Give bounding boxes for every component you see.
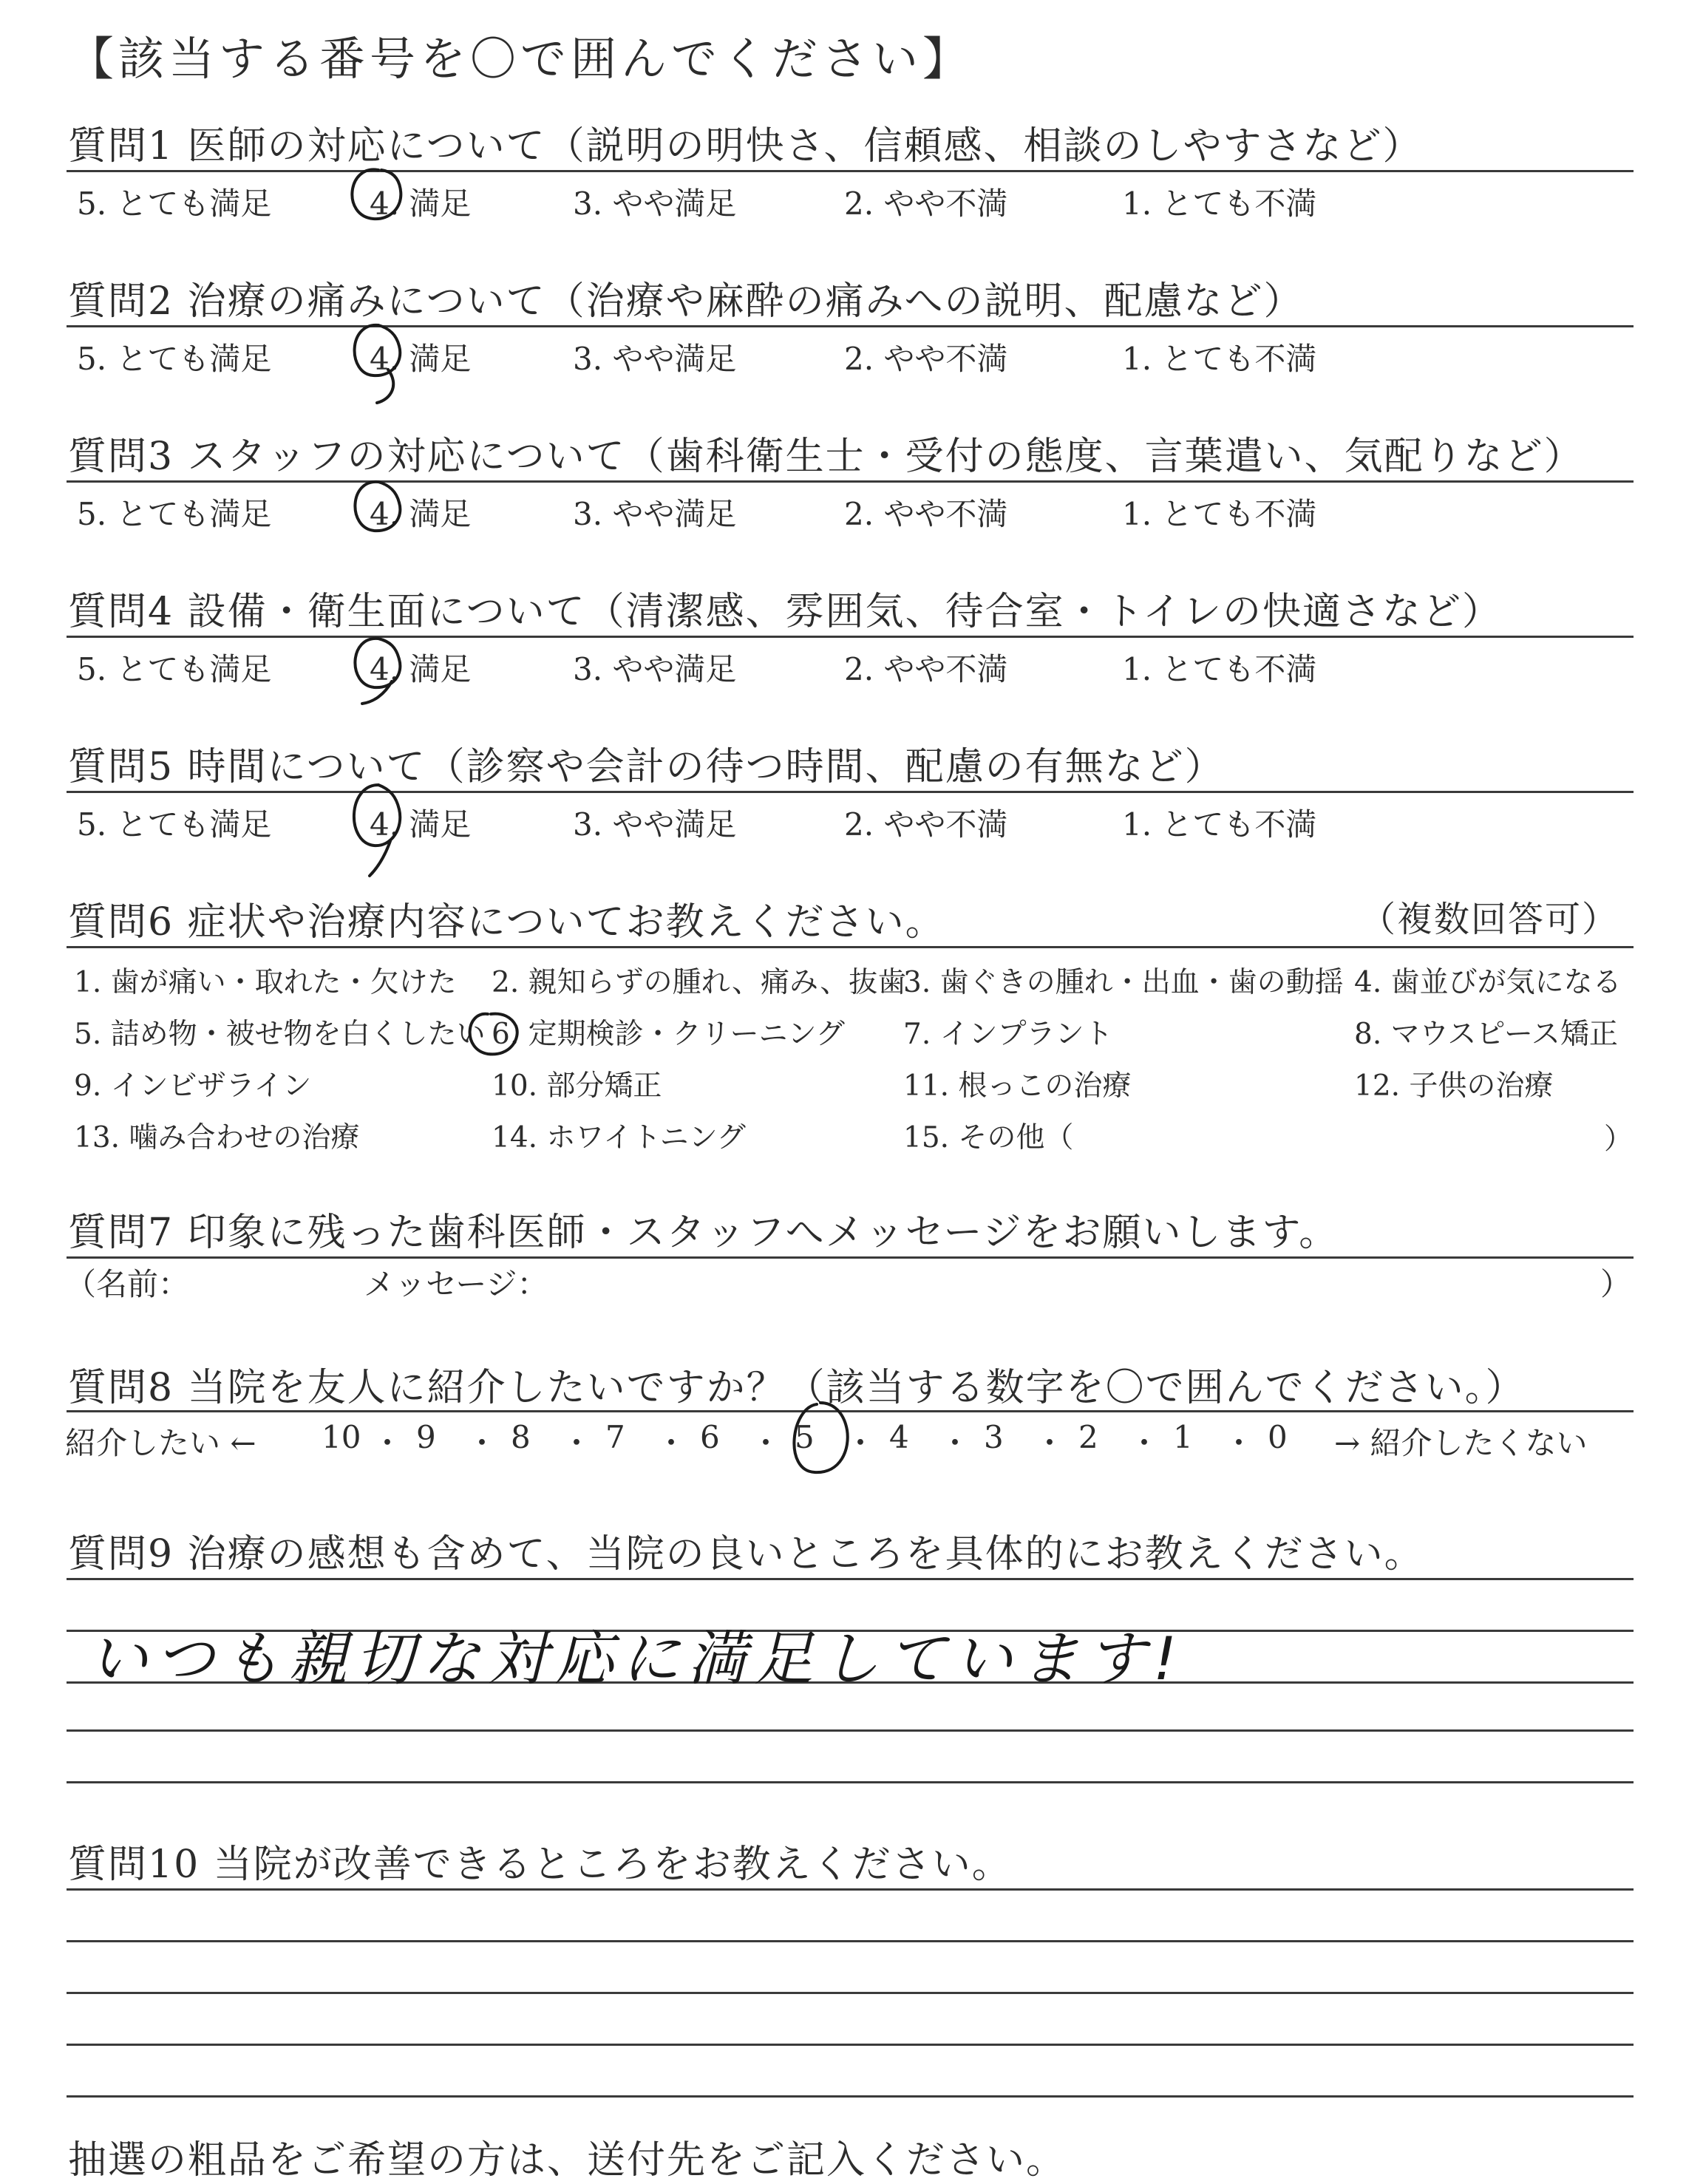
q3-option-somewhat-satisfied[interactable]: 3. やや満足 (573, 496, 737, 532)
q7-name-label: （名前： (65, 1266, 190, 1302)
q5-option-somewhat-dissatisfied[interactable]: 2. やや不満 (844, 806, 1008, 843)
q6-title: 質問6 症状や治療内容についてお教えください。 (68, 900, 945, 945)
q2-option-somewhat-dissatisfied[interactable]: 2. やや不満 (844, 341, 1008, 377)
q8-scale-value-4[interactable]: 4 (889, 1419, 909, 1455)
q3-title: 質問3 スタッフの対応について（歯科衛生士・受付の態度、言葉遣い、気配りなど） (68, 435, 1584, 479)
q6-option-5[interactable]: 5. 詰め物・被せ物を白くしたい (74, 1018, 486, 1051)
q3-option-somewhat-dissatisfied[interactable]: 2. やや不満 (844, 496, 1008, 532)
q8-scale-value-1[interactable]: 1 (1173, 1419, 1193, 1455)
q8-scale-value-8[interactable]: 8 (511, 1419, 531, 1455)
q3-option-very-satisfied[interactable]: 5. とても満足 (77, 496, 272, 532)
q2-option-satisfied[interactable]: 4. 満足 (370, 341, 472, 377)
q6-option-10[interactable]: 10. 部分矯正 (492, 1069, 662, 1103)
q4-option-somewhat-dissatisfied[interactable]: 2. やや不満 (844, 651, 1008, 687)
q8-scale-separator: ・ (656, 1425, 687, 1461)
q10-title: 質問10 当院が改善できるところをお教えください。 (68, 1843, 1012, 1887)
q4-circle-mark (355, 639, 400, 704)
q3-option-satisfied[interactable]: 4. 満足 (370, 496, 472, 532)
q8-scale-separator: ・ (1223, 1425, 1255, 1461)
q5-circle-mark (354, 785, 400, 876)
q5-option-very-dissatisfied[interactable]: 1. とても不満 (1122, 806, 1317, 843)
q5-title: 質問5 時間について（診察や会計の待つ時間、配慮の有無など） (68, 745, 1225, 789)
q2-circle-mark (355, 325, 401, 403)
q2-option-very-satisfied[interactable]: 5. とても満足 (77, 341, 272, 377)
q4-option-somewhat-satisfied[interactable]: 3. やや満足 (573, 651, 737, 687)
q6-option-13[interactable]: 13. 噛み合わせの治療 (74, 1121, 360, 1154)
q8-circle-mark (794, 1403, 847, 1472)
q8-scale-separator: ・ (561, 1425, 593, 1461)
q8-scale-value-6[interactable]: 6 (700, 1419, 720, 1455)
q4-option-satisfied[interactable]: 4. 満足 (370, 651, 472, 687)
q1-option-very-dissatisfied[interactable]: 1. とても不満 (1122, 186, 1317, 222)
q2-option-very-dissatisfied[interactable]: 1. とても不満 (1122, 341, 1317, 377)
q1-option-somewhat-dissatisfied[interactable]: 2. やや不満 (844, 186, 1008, 222)
q8-scale-separator: ・ (372, 1425, 404, 1461)
q8-scale-separator: ・ (939, 1425, 971, 1461)
q6-option-14[interactable]: 14. ホワイトニング (492, 1121, 746, 1154)
q9-handwritten-answer: いつも親切な対応に満足しています! (89, 1625, 1185, 1693)
q6-other-close: ） (1604, 1123, 1634, 1156)
q6-option-12[interactable]: 12. 子供の治療 (1354, 1069, 1554, 1103)
q8-scale-separator: ・ (750, 1425, 782, 1461)
q8-title: 質問8 当院を友人に紹介したいですか？（該当する数字を〇で囲んでください。） (68, 1366, 1526, 1410)
q6-option-9[interactable]: 9. インビザライン (74, 1069, 312, 1103)
q1-circle-mark (352, 169, 401, 219)
q6-circle-mark (470, 1014, 517, 1055)
q6-option-4[interactable]: 4. 歯並びが気になる (1354, 966, 1622, 999)
q4-option-very-satisfied[interactable]: 5. とても満足 (77, 651, 272, 687)
q8-scale-separator: ・ (845, 1425, 877, 1461)
q8-left-label: 紹介したい ← (65, 1425, 256, 1461)
q6-option-11[interactable]: 11. 根っこの治療 (903, 1069, 1132, 1103)
q5-option-somewhat-satisfied[interactable]: 3. やや満足 (573, 806, 737, 843)
q4-option-very-dissatisfied[interactable]: 1. とても不満 (1122, 651, 1317, 687)
q8-scale-value-3[interactable]: 3 (984, 1419, 1004, 1455)
q6-option-3[interactable]: 3. 歯ぐきの腫れ・出血・歯の動揺 (903, 966, 1344, 999)
q8-scale-value-0[interactable]: 0 (1268, 1419, 1288, 1455)
q1-option-somewhat-satisfied[interactable]: 3. やや満足 (573, 186, 737, 222)
q1-option-satisfied[interactable]: 4. 満足 (370, 186, 472, 222)
q5-option-satisfied[interactable]: 4. 満足 (370, 806, 472, 843)
q6-option-6[interactable]: 6. 定期検診・クリーニング (492, 1018, 845, 1051)
footer-cut-text: 抽選の粗品をご希望の方は、送付先をご記入ください。 (68, 2138, 1067, 2183)
q2-title: 質問2 治療の痛みについて（治療や麻酔の痛みへの説明、配慮など） (68, 279, 1304, 324)
instruction-header: 【該当する番号を〇で囲んでください】 (68, 32, 973, 86)
q8-right-label: → 紹介したくない (1334, 1425, 1588, 1461)
q8-scale-separator: ・ (1034, 1425, 1066, 1461)
q3-option-very-dissatisfied[interactable]: 1. とても不満 (1122, 496, 1317, 532)
q7-close: ） (1600, 1266, 1632, 1302)
q9-title: 質問9 治療の感想も含めて、当院の良いところを具体的にお教えください。 (68, 1532, 1424, 1576)
q4-title: 質問4 設備・衛生面について（清潔感、雰囲気、待合室・トイレの快適さなど） (68, 590, 1502, 634)
q6-option-2[interactable]: 2. 親知らずの腫れ、痛み、抜歯 (492, 966, 907, 999)
q2-option-somewhat-satisfied[interactable]: 3. やや満足 (573, 341, 737, 377)
q8-scale-value-5[interactable]: 5 (795, 1419, 815, 1455)
q8-scale-value-9[interactable]: 9 (416, 1419, 436, 1455)
q8-scale-value-7[interactable]: 7 (605, 1419, 625, 1455)
q8-scale-separator: ・ (1129, 1425, 1160, 1461)
q7-title: 質問7 印象に残った歯科医師・スタッフへメッセージをお願いします。 (68, 1211, 1339, 1255)
q6-option-8[interactable]: 8. マウスピース矯正 (1354, 1018, 1618, 1051)
q3-circle-mark (355, 482, 400, 531)
q8-scale-separator: ・ (466, 1425, 498, 1461)
q7-message-label: メッセージ： (364, 1266, 548, 1302)
q6-option-15[interactable]: 15. その他（ (903, 1121, 1074, 1154)
q1-title: 質問1 医師の対応について（説明の明快さ、信頼感、相談のしやすさなど） (68, 124, 1423, 169)
q1-option-very-satisfied[interactable]: 5. とても満足 (77, 186, 272, 222)
q5-option-very-satisfied[interactable]: 5. とても満足 (77, 806, 272, 843)
q8-scale-value-2[interactable]: 2 (1078, 1419, 1098, 1455)
q6-option-1[interactable]: 1. 歯が痛い・取れた・欠けた (74, 966, 457, 999)
q8-scale-value-10[interactable]: 10 (322, 1419, 361, 1455)
q6-multiple-note: （複数回答可） (1360, 899, 1619, 940)
q6-option-7[interactable]: 7. インプラント (903, 1018, 1113, 1051)
